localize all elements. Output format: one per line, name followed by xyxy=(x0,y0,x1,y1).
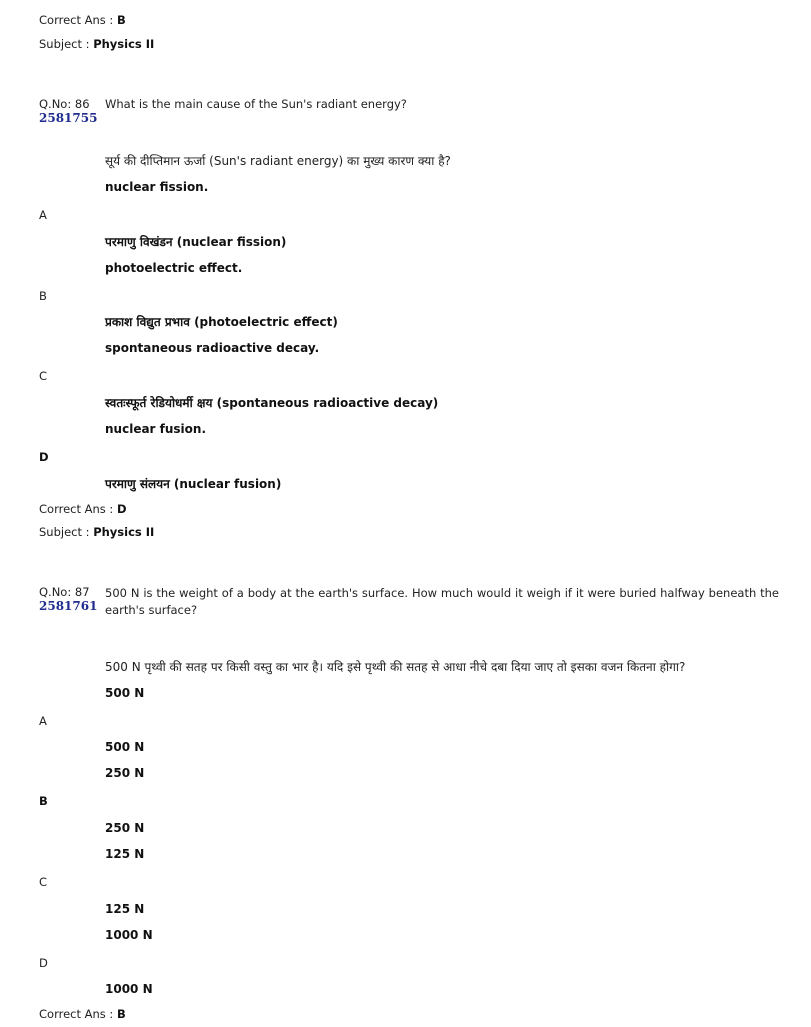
option-hi: स्वतःस्फूर्त रेडियोधर्मी क्षय (spontaneous radioactive decay) xyxy=(105,396,439,410)
correct-answer-label: Correct Ans : xyxy=(39,13,114,27)
correct-answer-value: B xyxy=(116,13,126,27)
option-hi: परमाणु विखंडन (nuclear fission) xyxy=(105,235,287,249)
question-text-en: 500 N is the weight of a body at the earth's surface. How much would it weigh if it were buried halfway beneath the earth's surface? xyxy=(105,586,779,617)
option-hi: 500 N xyxy=(105,740,145,754)
option-hi: 125 N xyxy=(105,902,145,916)
option-en: 500 N xyxy=(105,686,145,700)
correct-answer-line xyxy=(39,1007,126,1021)
question-id: 2581755 xyxy=(39,111,98,125)
option-letter: C xyxy=(39,875,48,889)
question-number: Q.No: 86 xyxy=(39,97,90,111)
correct-answer-label: Correct Ans : xyxy=(39,502,114,516)
option-hi: प्रकाश विद्युत प्रभाव (photoelectric effect) xyxy=(105,315,338,329)
option-letter: D xyxy=(39,956,48,970)
subject-line xyxy=(39,37,154,51)
correct-answer-line xyxy=(39,502,127,516)
option-letter-correct: B xyxy=(39,794,48,808)
option-en: spontaneous radioactive decay. xyxy=(105,341,320,355)
option-letter-correct: D xyxy=(39,450,49,464)
question-text-hi: सूर्य की दीप्तिमान ऊर्जा (Sun's radiant energy) का मुख्य कारण क्या है? xyxy=(105,154,451,168)
correct-answer-label: Correct Ans : xyxy=(39,1007,114,1021)
correct-answer-value: B xyxy=(116,1007,126,1021)
option-hi: परमाणु संलयन (nuclear fusion) xyxy=(105,477,282,491)
option-letter: B xyxy=(39,289,47,303)
option-en: nuclear fusion. xyxy=(105,422,207,436)
subject-value: Physics II xyxy=(93,37,155,51)
option-letter: A xyxy=(39,714,47,728)
subject-label: Subject : xyxy=(39,525,90,539)
subject-line xyxy=(39,525,154,539)
correct-answer-line xyxy=(39,13,126,27)
option-en: photoelectric effect. xyxy=(105,261,243,275)
subject-value: Physics II xyxy=(93,525,155,539)
option-letter: A xyxy=(39,208,47,222)
option-letter: C xyxy=(39,369,48,383)
option-hi: 1000 N xyxy=(105,982,153,996)
option-en: nuclear fission. xyxy=(105,180,209,194)
option-hi: 250 N xyxy=(105,821,145,835)
option-en: 250 N xyxy=(105,766,145,780)
correct-answer-value: D xyxy=(116,502,127,516)
question-text-hi: 500 N पृथ्वी की सतह पर किसी वस्तु का भार है। यदि इसे पृथ्वी की सतह से आधा नीचे दबा दिया जाए तो इसका वजन कितना होगा? xyxy=(105,660,686,674)
option-en: 125 N xyxy=(105,847,145,861)
option-en: 1000 N xyxy=(105,928,153,942)
question-text-en: What is the main cause of the Sun's radiant energy? xyxy=(105,97,407,111)
question-id: 2581761 xyxy=(39,599,98,613)
subject-label: Subject : xyxy=(39,37,90,51)
question-number: Q.No: 87 xyxy=(39,585,90,599)
